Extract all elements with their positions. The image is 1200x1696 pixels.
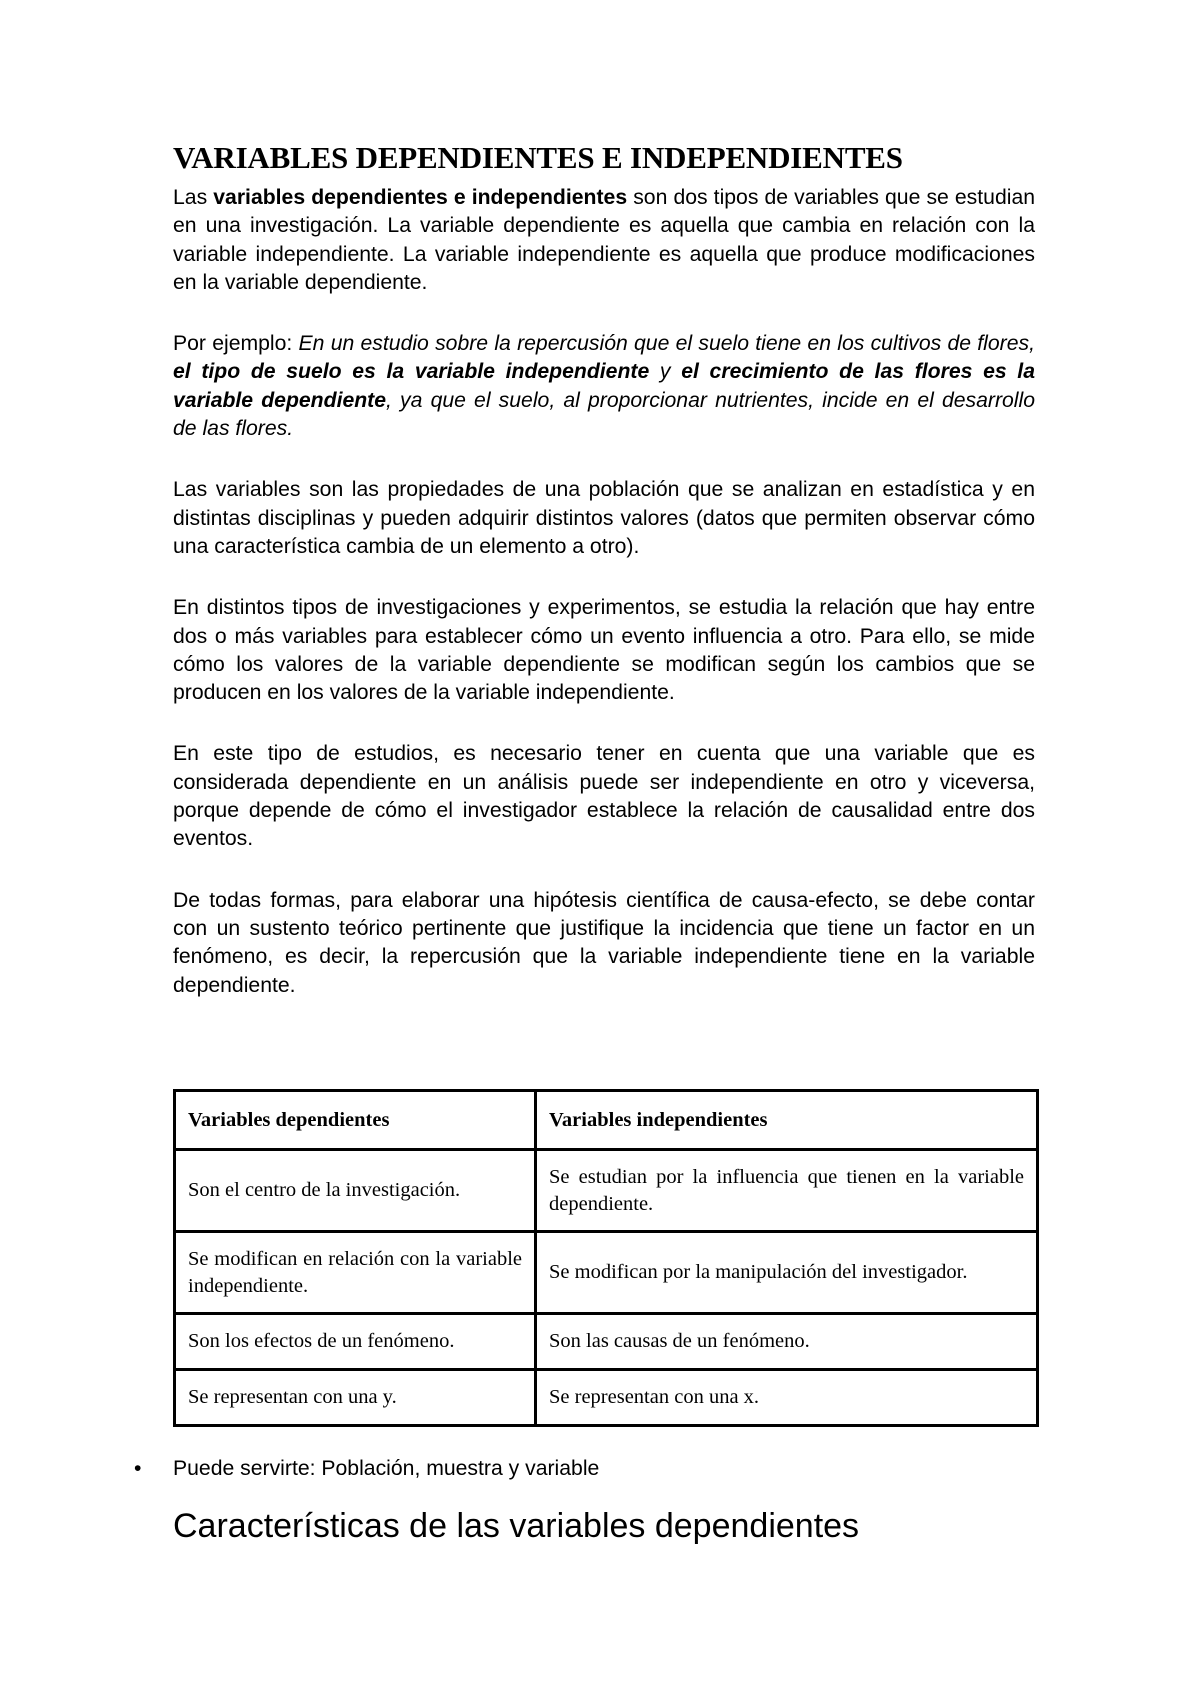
table-cell: Son el centro de la investigación. xyxy=(175,1150,536,1232)
table-row xyxy=(175,1232,1038,1314)
header-dependientes: Variables dependientes xyxy=(175,1091,536,1150)
intro-paragraph xyxy=(173,184,1035,297)
table-row xyxy=(175,1314,1038,1370)
table-cell: Se representan con una y. xyxy=(175,1370,536,1426)
example-paragraph xyxy=(173,330,1035,443)
example-bold-2: el crecimiento de las flores es la variable dependiente xyxy=(173,360,1035,412)
page-title: VARIABLES DEPENDIENTES E INDEPENDIENTES xyxy=(173,140,903,175)
paragraph-4: De todas formas, para elaborar una hipótesis científica de causa-efecto, se debe contar con un sustento teórico pertinente que justifique la incidencia que tiene un factor en un fenómeno, es decir, la repercusión que la variable independiente tiene en la variable dependiente. xyxy=(173,888,1035,997)
table-cell: Se estudian por la influencia que tienen en la variable dependiente. xyxy=(536,1150,1038,1232)
table-cell: Se modifican en relación con la variable independiente. xyxy=(175,1232,536,1314)
paragraph-2: En distintos tipos de investigaciones y experimentos, se estudia la relación que hay entre dos o más variables para establecer cómo un evento influencia a otro. Para ello, se mide cómo los valores de la variable dependiente se modifican según los cambios que se producen en los valores de la variable independiente. xyxy=(173,596,1035,705)
table-row xyxy=(175,1370,1038,1426)
bullet-icon: • xyxy=(134,1457,142,1480)
example-lead: Por ejemplo: xyxy=(173,332,299,356)
table-header-row xyxy=(175,1091,1038,1150)
example-italic-1: En un estudio sobre la repercusión que el suelo tiene en los cultivos de flores xyxy=(298,332,1030,356)
table-cell: Se modifican por la manipulación del investigador. xyxy=(536,1232,1038,1314)
table-cell: Son los efectos de un fenómeno. xyxy=(175,1314,536,1370)
example-italic-2: , ya que el suelo, al proporcionar nutrientes, incide en el desarrollo de las flores. xyxy=(173,388,1035,441)
section-heading: Características de las variables dependientes xyxy=(173,1507,860,1545)
paragraph-3: En este tipo de estudios, es necesario tener en cuenta que una variable que es considerada dependiente en un análisis puede ser independiente en otro y viceversa, porque depende de cómo el investigador establece la relación de causalidad entre dos eventos. xyxy=(173,742,1035,851)
comparison-table xyxy=(173,1089,1039,1427)
example-conjunction: y xyxy=(649,360,682,384)
related-link-text[interactable]: Puede servirte: Población, muestra y variable xyxy=(173,1457,600,1480)
intro-lead: Las xyxy=(173,186,214,209)
example-comma: , xyxy=(1029,332,1035,356)
header-independientes: Variables independientes xyxy=(536,1091,1038,1150)
intro-bold-term: variables dependientes e independientes xyxy=(213,186,628,209)
paragraph-1: Las variables son las propiedades de una población que se analizan en estadística y en distintas disciplinas y pueden adquirir distintos valores (datos que permiten observar cómo una característica cambia de un elemento a otro). xyxy=(173,478,1035,558)
intro-rest: son dos tipos de variables que se estudian en una investigación. La variable dependiente es aquella que cambia en relación con la variable independiente. La variable independiente es aquella que produce modificaciones en la variable dependiente. xyxy=(173,186,1036,294)
table-row xyxy=(175,1150,1038,1232)
document-body xyxy=(173,140,1035,1000)
table-cell: Se representan con una x. xyxy=(536,1370,1038,1426)
table-cell: Son las causas de un fenómeno. xyxy=(536,1314,1038,1370)
example-bold-1: el tipo de suelo es la variable independiente xyxy=(173,360,650,384)
